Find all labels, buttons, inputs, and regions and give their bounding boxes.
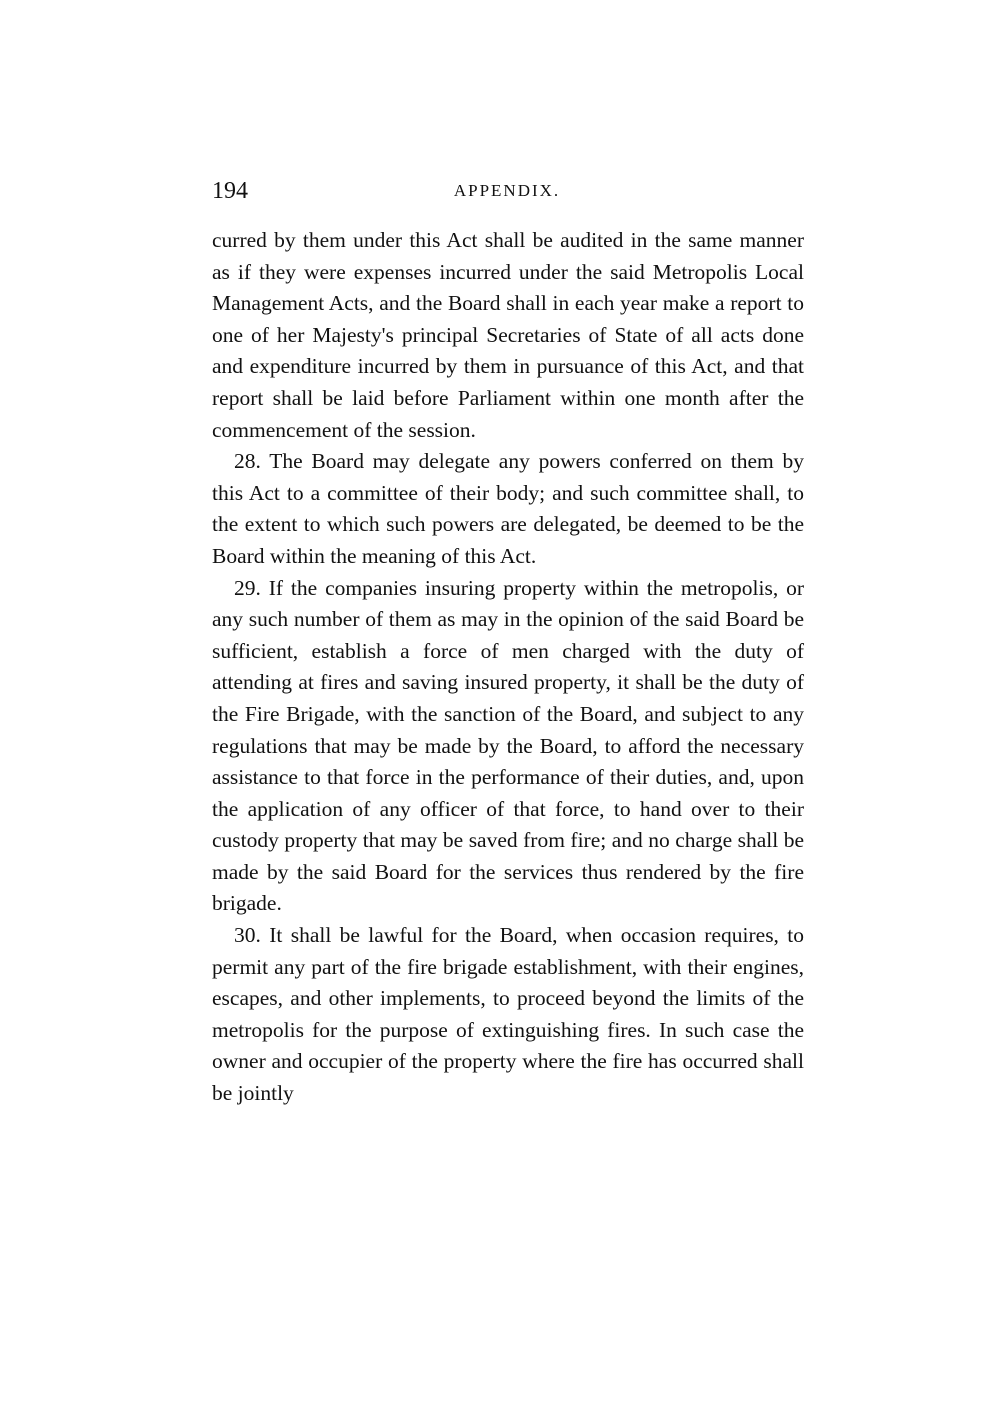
paragraph-section-29: 29. If the companies insuring property within the metropolis, or any such number of them as may in the opinion of the said Board be sufficient, establish a force of men charged with the duty of attending at fires and saving insured property, it shall be the duty of the Fire Brigade, with the sanction of the Board, and subject to any regulations that may be made by the Board, to afford the necessary assistance to that force in the performance of their duties, and, upon the application of any officer of that force, to hand over to their custody property that may be saved from fire; and no charge shall be made by the said Board for the services thus rendered by the fire brigade. (212, 575, 804, 916)
page-number: 194 (212, 178, 248, 204)
paragraph-section-30: 30. It shall be lawful for the Board, when occasion requires, to permit any part of the fire brigade establishment, with their engines, escapes, and other implements, to proceed beyond the limits of the metropolis for the purpose of extinguishing fires. In such case the owner and occupier of the property where the fire has occurred shall be jointly (212, 923, 804, 1106)
paragraph-continuation: curred by them under this Act shall be audited in the same manner as if they were expenses incurred under the said Metropolis Local Management Acts, and the Board shall in each year make a report to one of her Majesty's principal Secretaries of State of all acts done and expenditure incurred by them in pursuance of this Act, and that report shall be laid before Parliament within one month after the commencement of the session. (212, 228, 804, 442)
running-head: APPENDIX. (453, 181, 561, 200)
paragraph-section-28: 28. The Board may delegate any powers conferred on them by this Act to a committee of their body; and such committee shall, to the extent to which such powers are delegated, be deemed to be the Board within the meaning of this Act. (212, 449, 804, 568)
page-header (212, 176, 802, 206)
body-text (212, 225, 804, 1110)
